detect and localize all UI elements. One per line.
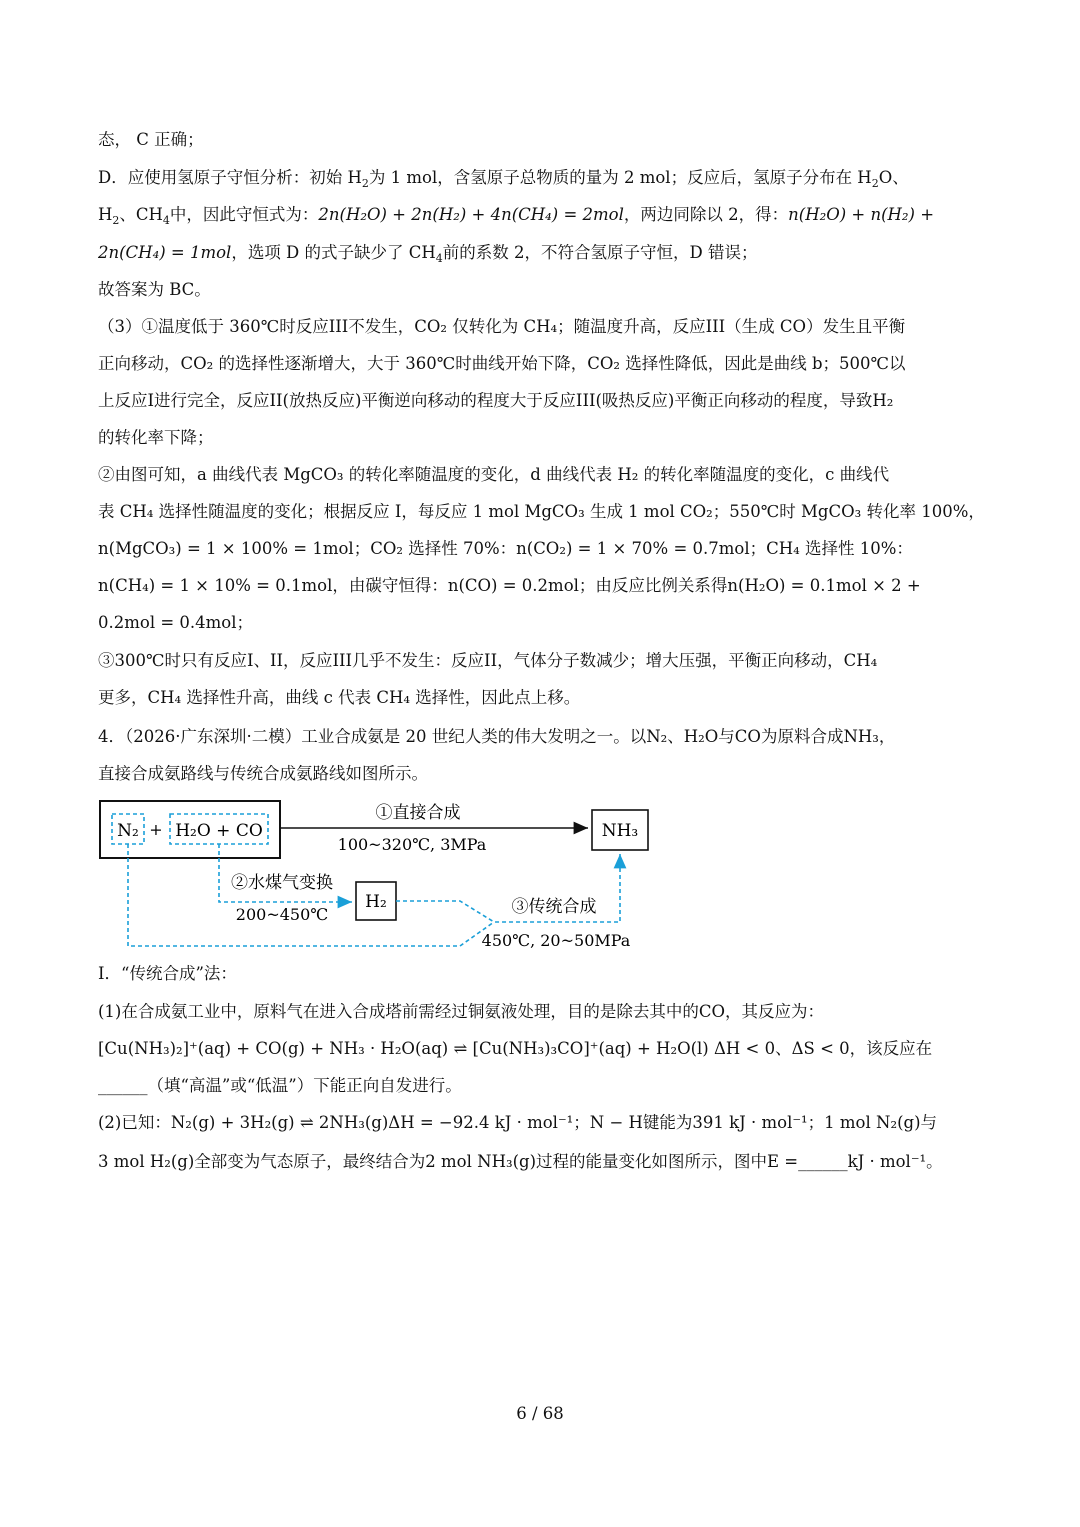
text-line: D．应使用氢原子守恒分析：初始 $H_2$为 1 mol，含氢原子总物质的量为 2 mol；反应后，氢原子分布在 $H_2O$、 — [98, 168, 909, 190]
h2-label: H₂ — [365, 892, 387, 912]
text-line: (2)已知：N₂(g) + 3H₂(g) ⇌ 2NH₃(g)ΔH = −92.4 kJ · mol⁻¹；N − H键能为391 kJ · mol⁻¹；1 mol N₂(g)与 — [98, 1113, 938, 1132]
route2-conditions: 200~450℃ — [235, 905, 329, 924]
route3-conditions: 450℃, 20~50MPa — [481, 931, 631, 950]
question-stem: 4．（2026·广东深圳·二模）工业合成氨是 20 世纪人类的伟大发明之一。以N₂、H₂O与CO为原料合成NH₃， — [98, 727, 896, 746]
text-line: (1)在合成氨工业中，原料气在进入合成塔前需经过铜氨液处理，目的是除去其中的CO，其反应为： — [98, 1002, 825, 1021]
text-line: （3）①温度低于 360℃时反应III不发生，CO₂ 仅转化为 CH₄；随温度升高，反应III（生成 CO）发生且平衡 — [98, 317, 906, 336]
text-line: 更多，CH₄ 选择性升高，曲线 c 代表 CH₄ 选择性，因此点上移。 — [98, 688, 581, 707]
route3-label: ③传统合成 — [511, 897, 597, 917]
text-line: ③300℃时只有反应I、II，反应III几乎不发生：反应II，气体分子数减少；增大压强，平衡正向移动，CH₄ — [98, 651, 878, 670]
route1-conditions: 100~320℃, 3MPa — [337, 835, 487, 854]
text-line: 正向移动，CO₂ 的选择性逐渐增大，大于 360℃时曲线开始下降，CO₂ 选择性降低，因此是曲线 b；500℃以 — [98, 354, 906, 373]
n2-route-line — [128, 844, 494, 946]
text-line: 的转化率下降； — [98, 428, 214, 447]
h2o-co-label: H₂O + CO — [175, 821, 263, 841]
n2-label: N₂ — [117, 821, 139, 841]
route2-label: ②水煤气变换 — [231, 873, 333, 893]
text-line: 表 CH₄ 选择性随温度的变化；根据反应 I，每反应 1 mol MgCO₃ 生成 1 mol CO₂；550℃时 MgCO₃ 转化率 100%， — [98, 502, 985, 521]
text-line: 态， C 正确； — [98, 130, 204, 149]
text-line: 直接合成氨路线与传统合成氨路线如图所示。 — [98, 764, 428, 783]
text-line: n(MgCO₃) = 1 × 100% = 1mol；CO₂ 选择性 70%：n(CO₂) = 1 × 70% = 0.7mol；CH₄ 选择性 10%： — [98, 539, 913, 558]
text-line: n(CH₄) = 1 × 10% = 0.1mol，由碳守恒得：n(CO) = 0.2mol；由反应比例关系得n(H₂O) = 0.1mol × 2 + — [98, 576, 921, 595]
text-line: 2n(CH₄) = 1mol，选项 D 的式子缺少了 $CH_4$前的系数 2，不符合氢原子守恒，D 错误； — [98, 243, 758, 265]
text-line: ②由图可知，a 曲线代表 MgCO₃ 的转化率随温度的变化，d 曲线代表 H₂ 的转化率随温度的变化，c 曲线代 — [98, 465, 890, 484]
nh3-label: NH₃ — [601, 821, 639, 841]
synthesis-route-diagram — [98, 798, 658, 958]
text-line: 3 mol H₂(g)全部变为气态原子，最终结合为2 mol NH₃(g)过程的能量变化如图所示，图中E =______kJ · mol⁻¹。 — [98, 1152, 943, 1171]
page-number: 6 / 68 — [516, 1404, 564, 1423]
text-line: $H_2$、$CH_4$中，因此守恒式为：2n(H₂O) + 2n(H₂) + 4n(CH₄) = 2mol，两边同除以 2，得：n(H₂O) + n(H₂) + — [98, 205, 935, 227]
text-line: ______（填“高温”或“低温”）下能正向自发进行。 — [98, 1076, 462, 1095]
equation-line: [Cu(NH₃)₂]⁺(aq) + CO(g) + NH₃ · H₂O(aq) ⇌ [Cu(NH₃)₃CO]⁺(aq) + H₂O(l) ΔH < 0、ΔS < 0，该反应在 — [98, 1039, 933, 1058]
route1-label: ①直接合成 — [375, 803, 461, 823]
text-line: 上反应I进行完全，反应II(放热反应)平衡逆向移动的程度大于反应III(吸热反应)平衡正向移动的程度，导致H₂ — [98, 391, 894, 410]
section-heading: I．“传统合成”法： — [98, 964, 237, 983]
text-line: 0.2mol = 0.4mol； — [98, 613, 254, 632]
plus-sign: + — [149, 820, 163, 839]
text-line: 故答案为 BC。 — [98, 280, 211, 299]
